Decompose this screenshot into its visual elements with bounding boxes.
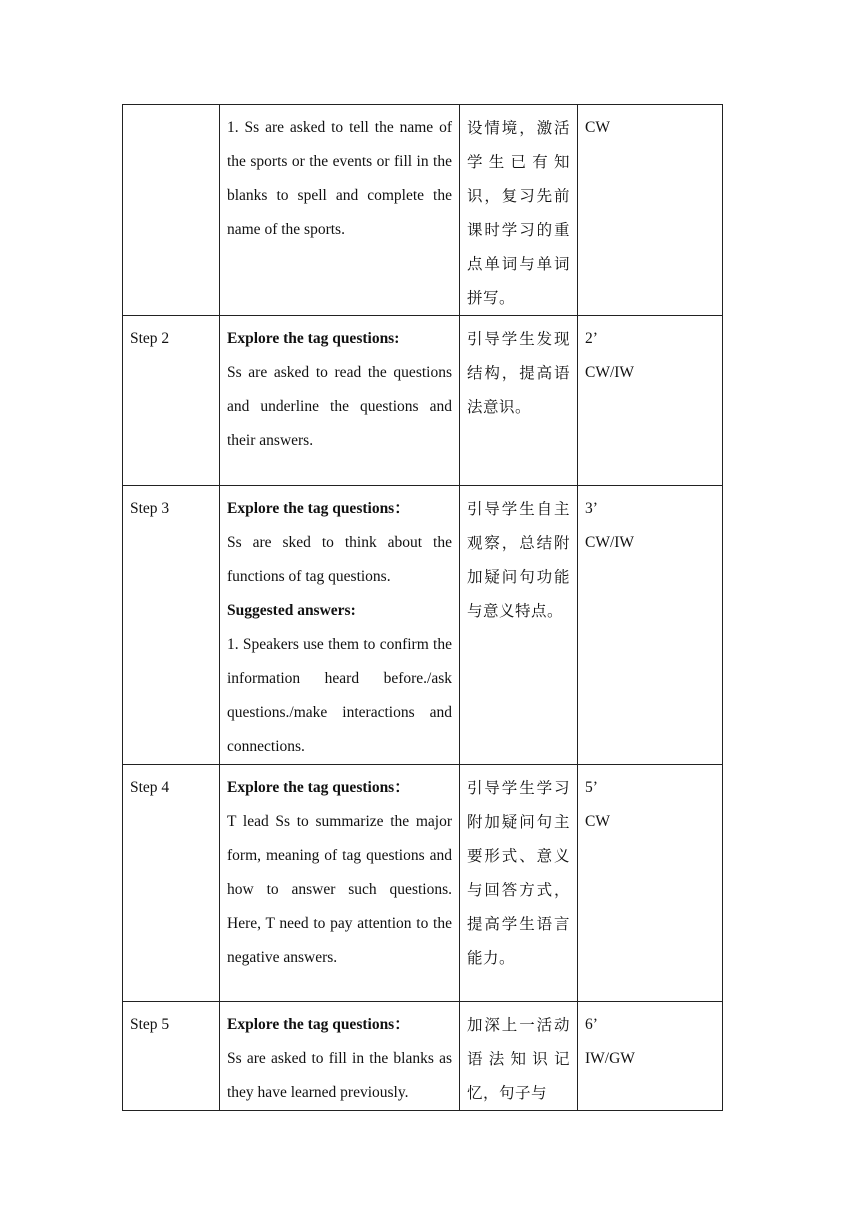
step-cell: Step 4	[123, 765, 220, 1002]
time-text: 6’	[585, 1016, 598, 1033]
time-text: 2’	[585, 330, 598, 347]
time-mode-cell	[578, 765, 723, 1002]
purpose-cell: 引导学生发现结构，提高语法意识。	[460, 316, 578, 486]
activity-content: Ss are asked to fill in the blanks as they have learned previously.	[227, 1050, 452, 1101]
table-row	[123, 105, 723, 316]
step-cell: Step 3	[123, 486, 220, 765]
activity-content: Ss are asked to read the questions and underline the questions and their answers.	[227, 364, 452, 449]
activity-heading: Explore the tag questions：	[227, 500, 410, 517]
activity-cell	[220, 765, 460, 1002]
activity-heading: Explore the tag questions：	[227, 779, 410, 796]
table-row	[123, 486, 723, 765]
activity-content: 1. Ss are asked to tell the name of the sports or the events or fill in the blanks to spell and complete the name of the sports.	[227, 119, 452, 238]
time-text: 3’	[585, 500, 598, 517]
time-mode-cell	[578, 1002, 723, 1111]
purpose-cell: 加深上一活动语法知识记忆，句子与	[460, 1002, 578, 1111]
step-cell: Step 5	[123, 1002, 220, 1111]
time-mode-cell	[578, 486, 723, 765]
suggested-answers-content: 1. Speakers use them to confirm the information heard before./ask questions./make interactions and connections.	[227, 636, 452, 755]
step-cell	[123, 105, 220, 316]
table-row	[123, 1002, 723, 1111]
purpose-cell: 引导学生自主观察，总结附加疑问句功能与意义特点。	[460, 486, 578, 765]
purpose-cell: 引导学生学习附加疑问句主要形式、意义与回答方式，提高学生语言能力。	[460, 765, 578, 1002]
time-mode-cell	[578, 105, 723, 316]
table-row	[123, 316, 723, 486]
time-text: 5’	[585, 779, 598, 796]
suggested-answers-heading: Suggested answers:	[227, 602, 356, 619]
mode-text: CW/IW	[585, 534, 635, 551]
activity-cell	[220, 486, 460, 765]
step-cell: Step 2	[123, 316, 220, 486]
activity-content: T lead Ss to summarize the major form, meaning of tag questions and how to answer such questions. Here, T need to pay attention to the negative answers.	[227, 813, 452, 966]
lesson-plan-table	[122, 104, 723, 1111]
mode-text: CW/IW	[585, 364, 635, 381]
time-mode-cell	[578, 316, 723, 486]
mode-text: IW/GW	[585, 1050, 635, 1067]
activity-content: Ss are sked to think about the functions of tag questions.	[227, 534, 452, 585]
activity-cell	[220, 1002, 460, 1111]
mode-text: CW	[585, 119, 610, 136]
activity-cell	[220, 105, 460, 316]
mode-text: CW	[585, 813, 610, 830]
activity-cell	[220, 316, 460, 486]
table-row	[123, 765, 723, 1002]
purpose-cell: 设情境，激活学生已有知识，复习先前课时学习的重点单词与单词拼写。	[460, 105, 578, 316]
activity-heading: Explore the tag questions:	[227, 330, 400, 347]
activity-heading: Explore the tag questions：	[227, 1016, 410, 1033]
